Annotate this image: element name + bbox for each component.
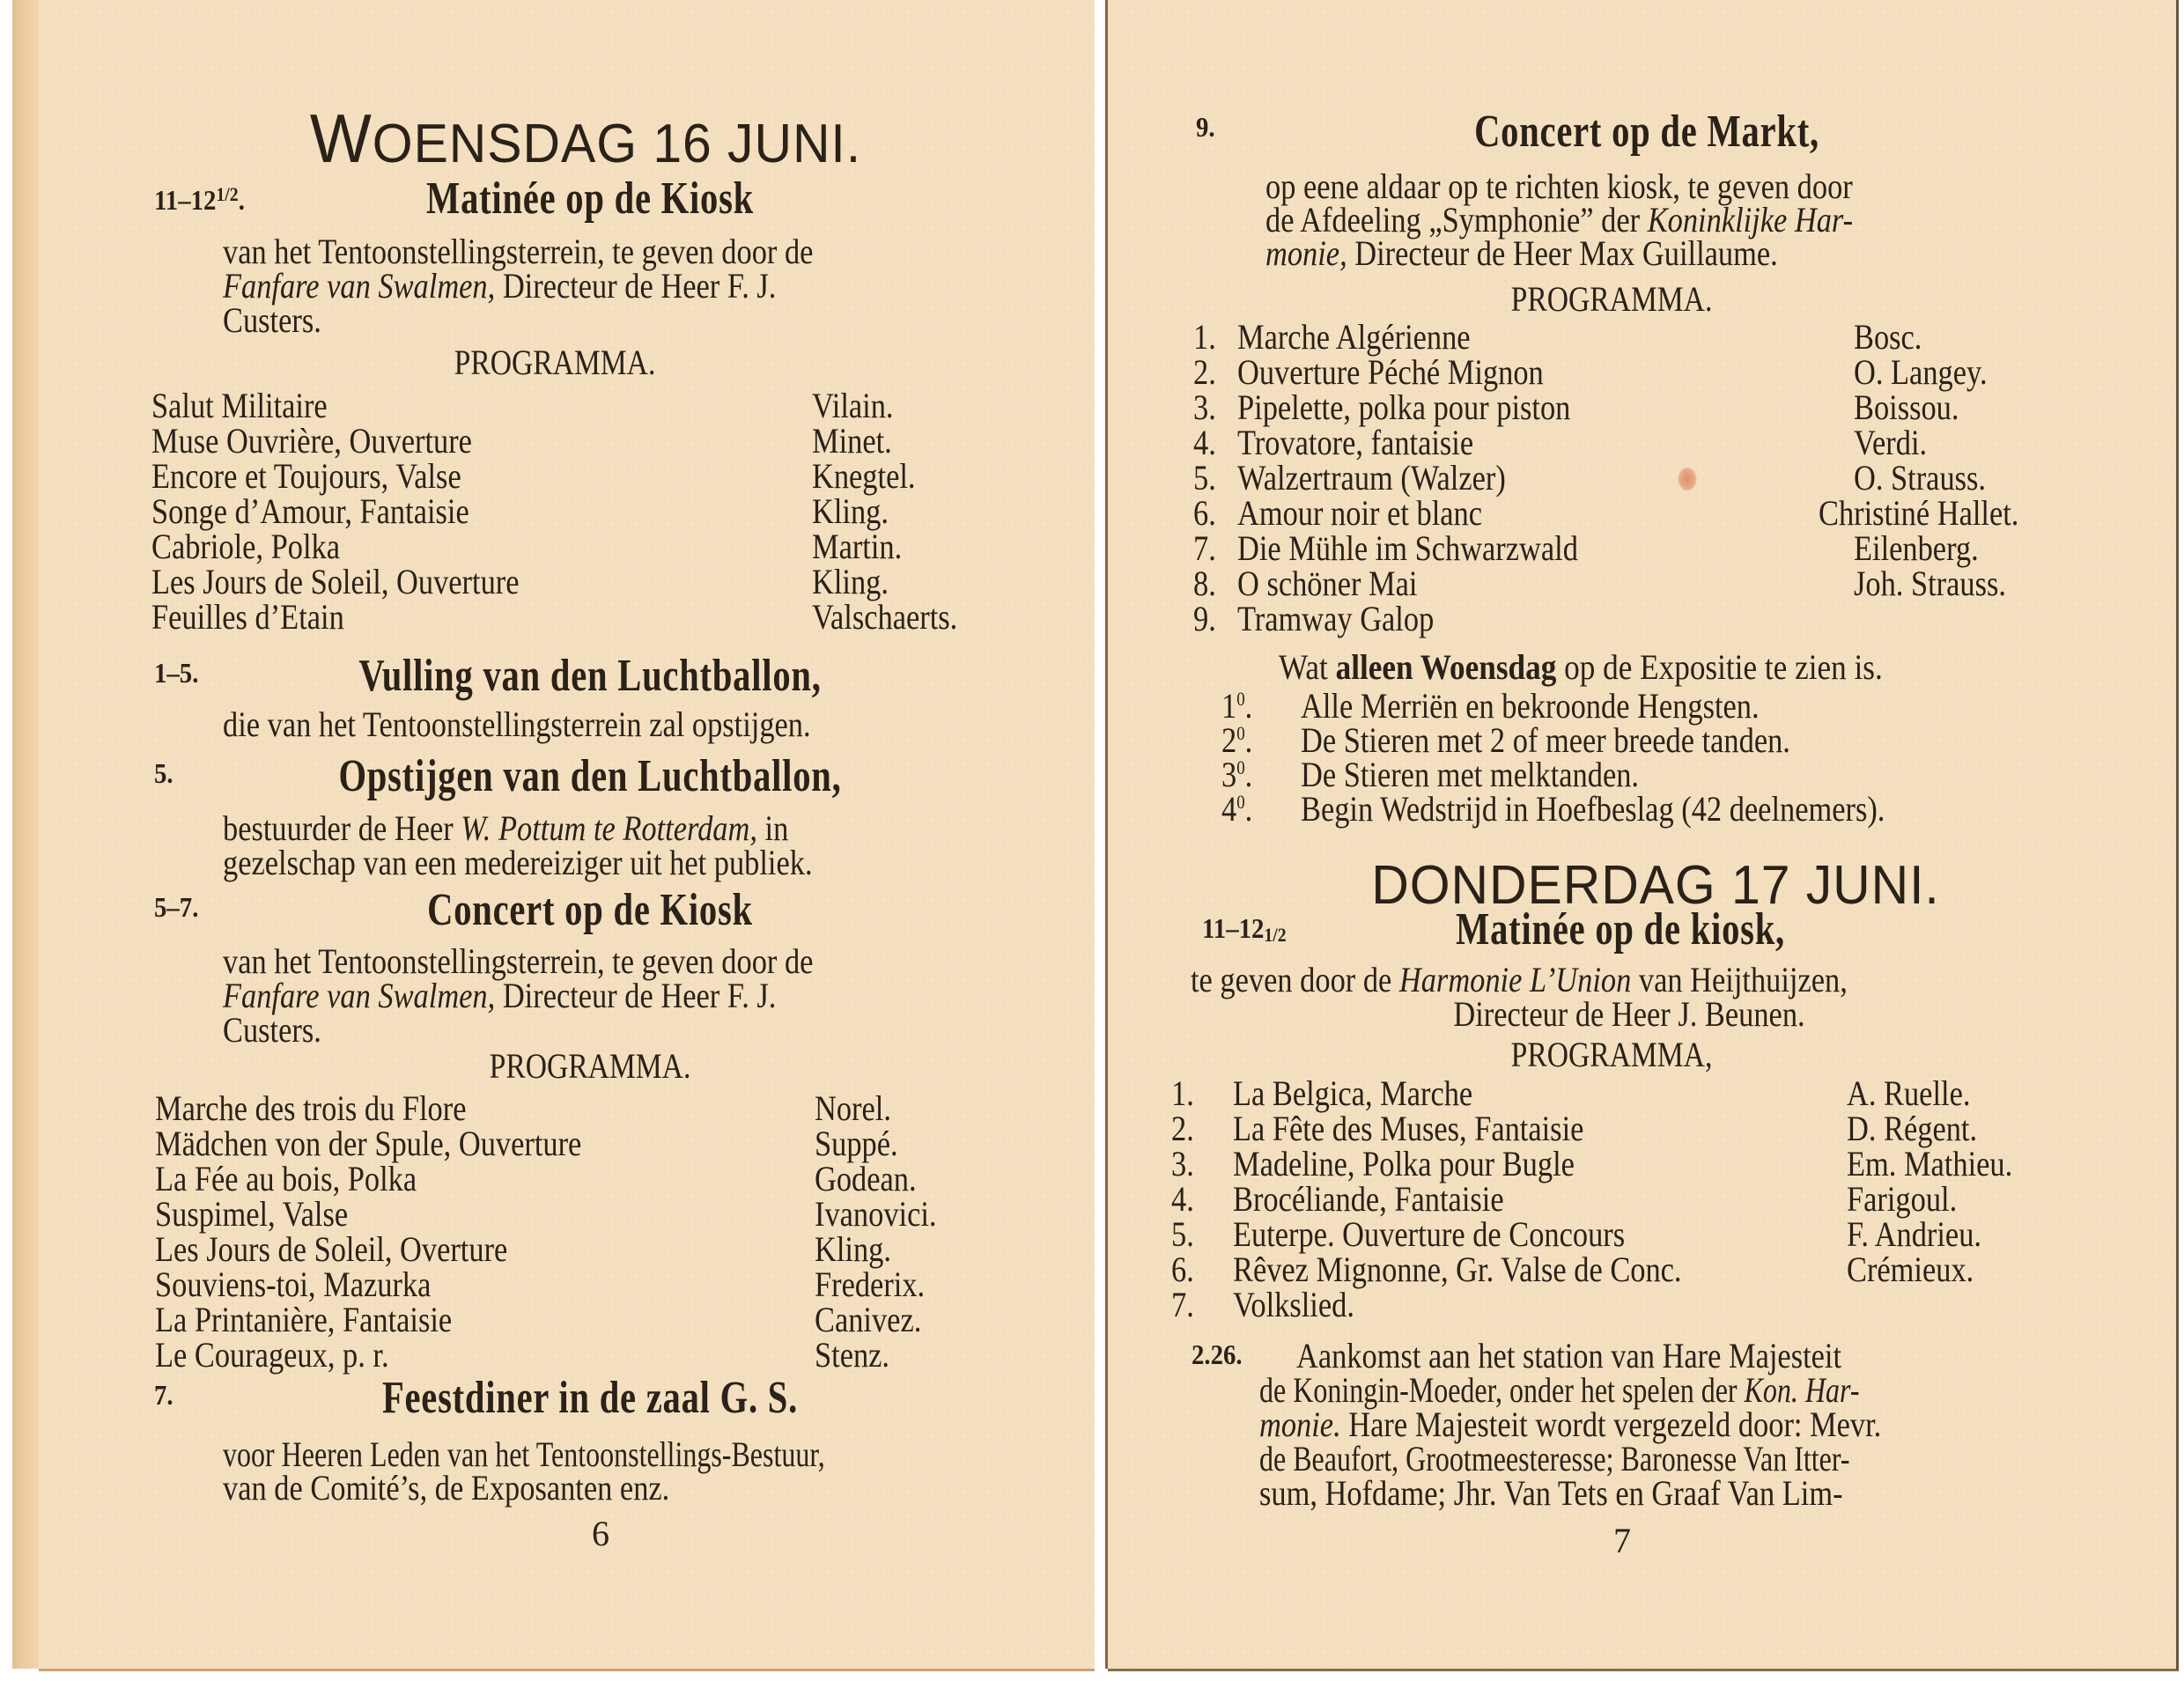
programma-composer: F. Andrieu. [1847,1214,1982,1254]
programma-number: 8. [1193,564,1216,603]
programma-piece: Rêvez Mignonne, Gr. Valse de Conc. [1233,1250,1682,1289]
programma-piece: Souviens-toi, Mazurka [155,1264,432,1304]
ordinal-dot: . [1244,755,1253,794]
event-description-line: van het Tentoonstellingsterrein, te geven door de [223,941,814,981]
wednesday-only-item: De Stieren met 2 of meer breede tanden. [1301,720,1790,760]
programma-composer: Joh. Strauss. [1854,564,2006,603]
programma-composer: Bosc. [1854,317,1922,357]
wednesday-only-item: Alle Merriën en bekroonde Hengsten. [1301,686,1760,726]
description-text: van Heijthuijzen, [1631,960,1848,999]
arrival-line [1259,1370,1860,1410]
event-description-line [223,808,789,848]
ordinal-superscript: 0 [1236,722,1245,744]
ensemble-name: Harmonie L’Union [1398,960,1632,999]
programma-piece: Les Jours de Soleil, Ouverture [151,562,520,601]
programma-piece: Trovatore, fantaisie [1237,423,1474,462]
programma-piece: La Fée au bois, Polka [155,1159,417,1198]
programma-composer: Stenz. [815,1335,890,1375]
event-time: 1–5. [154,657,199,689]
pilot-name: W. Pottum te Rotterdam, [461,808,757,848]
paper-stain [1678,467,1697,491]
programma-number: 3. [1193,387,1216,427]
programma-composer: Verdi. [1854,423,1928,462]
programma-composer: Farigoul. [1847,1179,1958,1219]
programma-piece: O schöner Mai [1237,564,1418,603]
time-fraction: 1/2 [216,183,239,205]
ordinal-superscript: 0 [1236,688,1245,710]
programma-composer: Minet. [812,421,892,461]
programma-piece: Tramway Galop [1237,599,1435,638]
programma-piece: Ouverture Péché Mignon [1237,352,1544,392]
programma-piece: Madeline, Polka pour Bugle [1233,1144,1575,1183]
arrival-text: Hare Majesteit wordt vergezeld door: Mevr. [1340,1405,1882,1444]
ordinal-superscript: 0 [1236,756,1245,778]
event-title: Vulling van den Luchtballon, [358,651,822,701]
description-text: bestuurder de Heer [223,808,461,848]
arrival-text: sum, Hofdame; Jhr. Van Tets en Graaf Van Lim- [1259,1473,1843,1513]
programma-piece: Die Mühle im Schwarzwald [1237,528,1578,568]
day-heading-thursday: DONDERDAG 17 JUNI. [1371,855,1940,916]
ordinal-superscript: 0 [1236,791,1245,813]
description-text: Directeur de Heer F. J. [495,266,777,306]
arrival-text: de Koningin-Moeder, onder het spelen der [1259,1370,1745,1410]
programma-composer: Norel. [815,1088,891,1128]
programma-composer: Christiné Hallet. [1819,493,2019,533]
programma-number: 1. [1193,317,1216,357]
event-time: 9. [1196,111,1215,143]
programma-piece: La Fête des Muses, Fantaisie [1233,1109,1584,1148]
programma-composer: Em. Mathieu. [1847,1144,2013,1183]
programma-piece: Amour noir et blanc [1237,493,1482,533]
programma-piece: Volkslied. [1233,1285,1354,1324]
ensemble-name: Fanfare van Swalmen, [223,266,496,306]
programma-number: 4. [1171,1179,1194,1219]
item-ordinal [1221,789,1253,829]
programma-composer: O. Strauss. [1854,458,1987,498]
programma-number: 7. [1193,528,1216,568]
time-fraction: 1/2 [1264,924,1287,946]
programma-number: 5. [1171,1214,1194,1254]
event-title: Feestdiner in de zaal G. S. [381,1373,799,1423]
item-ordinal [1221,757,1252,793]
ordinal-dot: . [1244,686,1253,726]
ensemble-name: monie. [1259,1405,1341,1444]
ordinal-dot: . [1244,720,1253,760]
event-time [1202,914,1287,945]
programma-composer: Valschaerts. [812,597,958,637]
ordinal-number: 3 [1221,755,1237,794]
programma-piece: Le Courageux, p. r. [155,1335,389,1375]
event-title: Concert op de Markt, [1474,107,1819,157]
programma-composer: Boissou. [1854,387,1959,427]
programma-composer: Kling. [812,562,889,601]
programma-piece: Euterpe. Ouverture de Concours [1233,1214,1626,1254]
programma-composer: Knegtel. [812,456,916,496]
page-number-right: 7 [1613,1521,1631,1560]
event-description-line: Custers. [223,1010,321,1050]
ensemble-name: Kon. Har- [1744,1370,1860,1410]
event-description-line [223,978,776,1014]
description-text: Directeur de Heer Max Guillaume. [1347,233,1778,273]
day-heading-initial: W [309,100,373,177]
programma-piece: La Printanière, Fantaisie [155,1300,453,1339]
ensemble-name: monie, [1265,233,1347,273]
page-number-left: 6 [592,1514,609,1553]
arrival-time: 2.26. [1192,1338,1243,1370]
programma-piece: Walzertraum (Walzer) [1237,458,1506,498]
programma-label: PROGRAMMA. [454,343,656,382]
programma-composer: Crémieux. [1847,1250,1974,1289]
wednesday-only-item: Begin Wedstrijd in Hoefbeslag (42 deelnemers). [1301,789,1885,829]
event-title: Matinée op de Kiosk [426,173,754,224]
programma-label: PROGRAMMA, [1510,1035,1713,1074]
ensemble-name: Koninklijke Har- [1647,200,1854,240]
programma-piece: Mädchen von der Spule, Ouverture [155,1124,582,1163]
arrival-line [1259,1441,1850,1477]
day-heading-rest: OENSDAG 16 JUNI. [372,114,862,174]
programma-number: 6. [1171,1250,1194,1289]
ordinal-dot: . [1244,789,1253,829]
programma-composer: Martin. [812,527,903,566]
programma-number: 6. [1193,493,1216,533]
intro-text: Wat [1279,647,1336,687]
programma-number: 5. [1193,458,1216,498]
programma-number: 9. [1193,599,1216,638]
wednesday-only-item: De Stieren met melktanden. [1301,755,1640,794]
description-text: in [756,808,789,848]
programma-piece: Songe d’Amour, Fantaisie [151,491,469,531]
programma-composer: Frederix. [815,1264,926,1304]
programma-label: PROGRAMMA. [489,1046,691,1086]
programma-number: 4. [1193,423,1216,462]
programma-number: 3. [1171,1144,1194,1183]
page-stack-edge [12,0,41,1669]
intro-bold: alleen Woensdag [1335,647,1557,687]
event-description-line: die van het Tentoonstellingsterrein zal opstijgen. [223,704,811,744]
event-description-line: van het Tentoonstellingsterrein, te geven door de [223,232,814,271]
event-time: 7. [154,1379,173,1411]
event-description-line: op eene aldaar op te richten kiosk, te geven door [1265,166,1853,206]
programma-number: 1. [1171,1073,1194,1113]
intro-text: op de Expositie te zien is. [1556,647,1883,687]
programma-piece: Cabriole, Polka [151,527,341,566]
programma-composer: Vilain. [812,386,894,425]
programma-piece: Marche des trois du Flore [155,1088,467,1128]
programma-number: 2. [1171,1109,1194,1148]
programma-composer: Eilenberg. [1854,528,1979,568]
programma-composer: Kling. [812,491,889,531]
programma-number: 2. [1193,352,1216,392]
programma-composer: O. Langey. [1854,352,1988,392]
event-title: Matinée op de kiosk, [1456,904,1785,955]
event-description-line: voor Heeren Leden van het Tentoonstellings-Bestuur, [223,1434,825,1474]
programma-piece: Muse Ouvrière, Ouverture [151,421,472,461]
description-text: Directeur de Heer F. J. [495,976,777,1015]
programma-piece: Pipelette, polka pour piston [1237,387,1571,427]
programma-composer: Canivez. [815,1300,922,1339]
programma-number: 7. [1171,1285,1194,1324]
programma-piece: Marche Algérienne [1237,317,1471,357]
ensemble-name: Fanfare van Swalmen, [223,976,496,1015]
time-text: 11–12 [1202,912,1265,944]
event-description-line: van de Comité’s, de Exposanten enz. [223,1468,670,1508]
event-title: Opstijgen van den Luchtballon, [338,751,842,801]
programma-piece: Suspimel, Valse [155,1194,349,1234]
programma-composer: D. Régent. [1847,1109,1978,1148]
time-text: 11–12 [154,184,217,216]
arrival-line [1259,1473,1843,1513]
programma-composer: Suppé. [815,1124,898,1163]
programma-piece: La Belgica, Marche [1233,1073,1473,1113]
event-description-line [1191,962,1848,998]
arrival-text: de Beaufort, Grootmeesteresse; Baronesse Van Itter- [1259,1439,1850,1478]
programma-piece: Feuilles d’Etain [151,597,344,637]
event-description-line: gezelschap van een medereiziger uit het publiek. [223,843,813,882]
arrival-line [1296,1338,1841,1374]
programma-piece: Les Jours de Soleil, Overture [155,1229,508,1269]
event-title: Concert op de Kiosk [427,885,753,935]
event-description-line [223,266,777,306]
programma-piece: Brocéliande, Fantaisie [1233,1179,1504,1219]
wednesday-only-intro [1279,647,1883,687]
event-time [154,185,245,214]
programma-composer: A. Ruelle. [1847,1073,1971,1113]
programma-composer: Kling. [815,1229,891,1269]
arrival-text: Aankomst aan het station van Hare Majesteit [1296,1336,1842,1375]
programma-composer: Ivanovici. [815,1194,937,1234]
event-time: 5. [154,757,173,789]
description-text: te geven door de [1191,960,1399,999]
time-suffix: . [238,184,245,216]
programma-composer: Godean. [815,1159,917,1198]
item-ordinal [1221,720,1253,760]
item-ordinal [1221,686,1253,726]
description-text: de Afdeeling „Symphonie” der [1265,200,1648,240]
event-description-line [1265,200,1854,240]
programma-piece: Encore et Toujours, Valse [151,456,461,496]
event-time: 5–7. [154,891,199,923]
day-heading-wednesday [29,100,1142,177]
programma-label: PROGRAMMA. [1510,279,1713,319]
arrival-line [1259,1407,1881,1442]
event-description-line [1265,233,1778,273]
ordinal-number: 4 [1221,789,1237,829]
ordinal-number: 1 [1221,686,1237,726]
event-description-line: Custers. [223,300,321,340]
event-description-line: Directeur de Heer J. Beunen. [1453,994,1805,1034]
programma-piece: Salut Militaire [151,386,328,425]
ordinal-number: 2 [1221,720,1237,760]
